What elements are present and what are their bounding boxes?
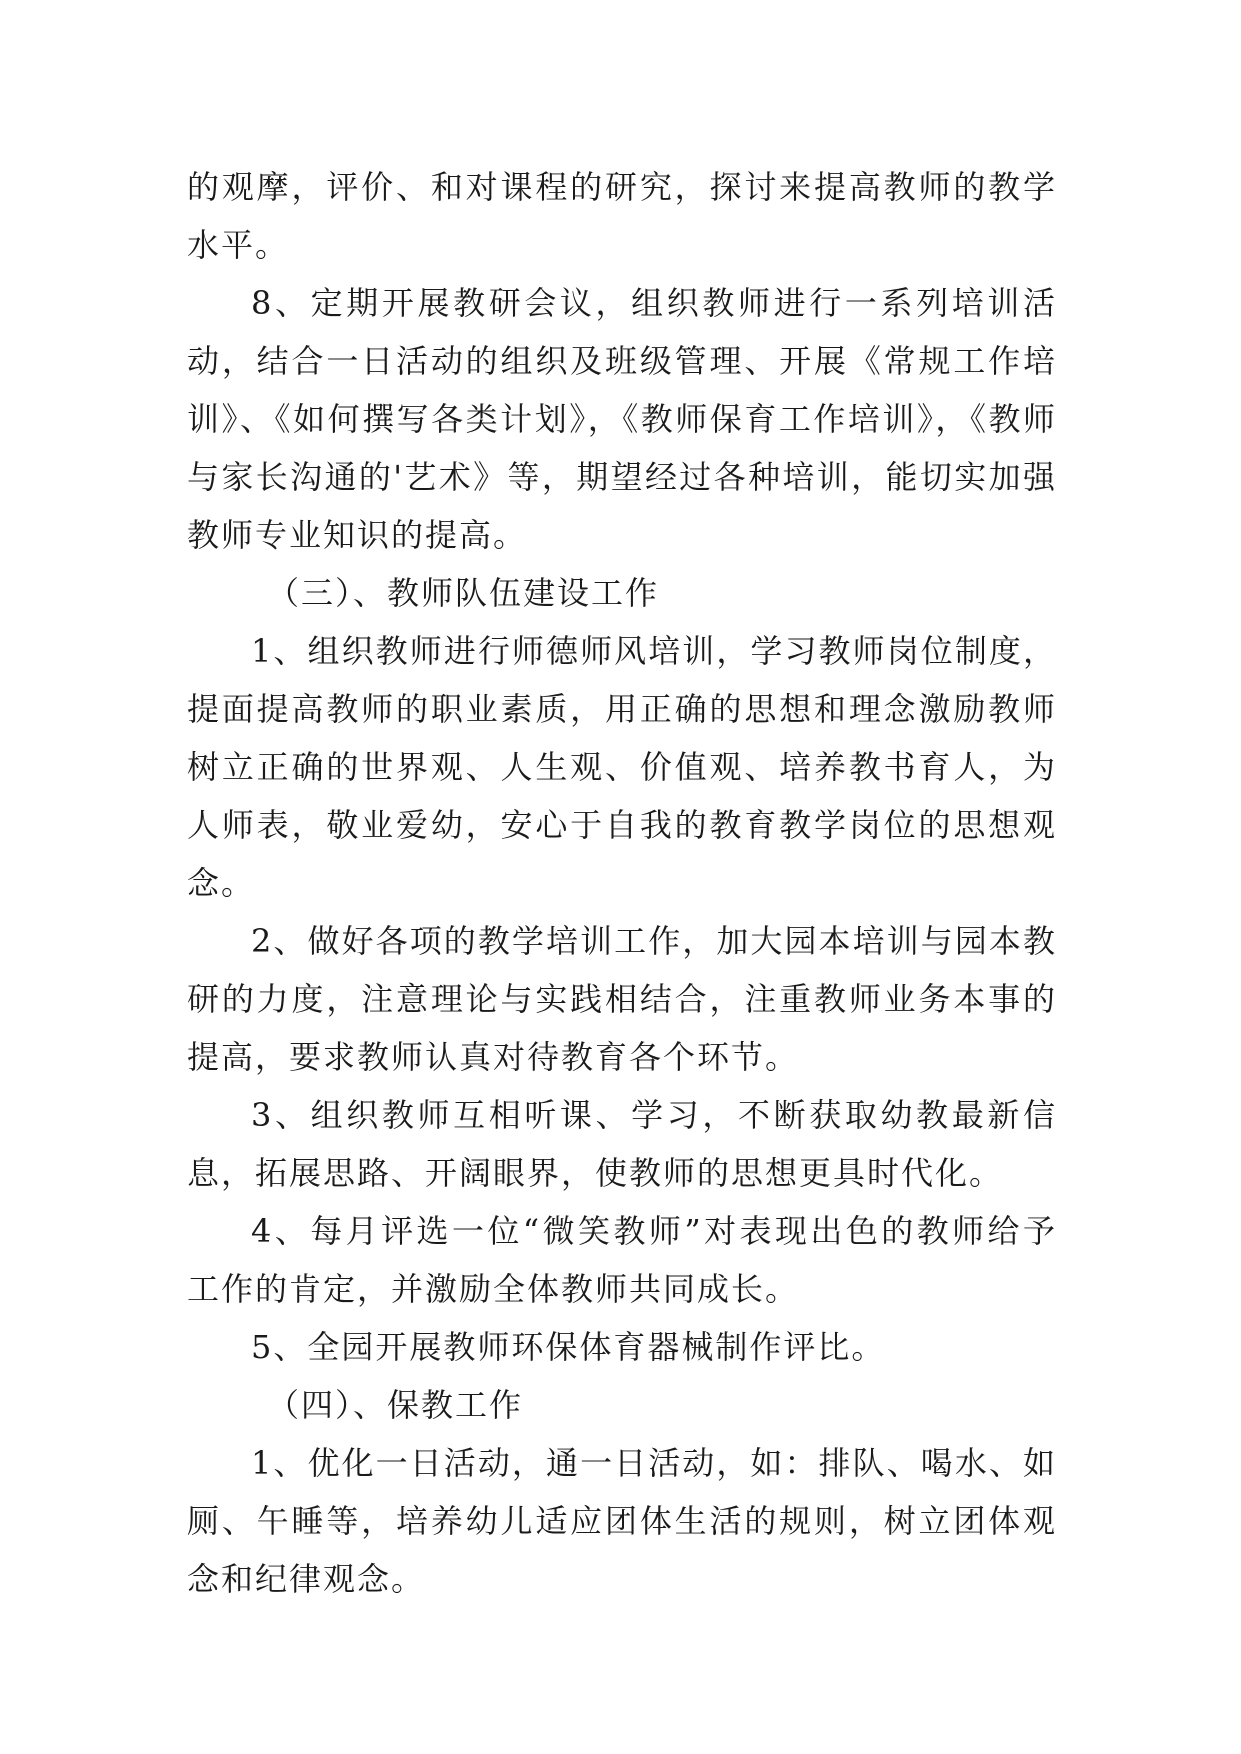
paragraph-item-1b: 1、优化一日活动，通一日活动，如：排队、喝水、如厕、午睡等，培养幼儿适应团体生活的规则，树立团体观念和纪律观念。	[187, 1444, 1057, 1598]
paragraph-item-5: 5、全园开展教师环保体育器械制作评比。	[251, 1328, 886, 1366]
paragraph-item-1: 1、组织教师进行师德师风培训，学习教师岗位制度，提面提高教师的职业素质，用正确的思想和理念激励教师树立正确的世界观、人生观、价值观、培养教书育人，为人师表，敬业爱幼，安心于自我的教育教学岗位的思想观念。	[187, 632, 1057, 902]
document-body	[187, 158, 1057, 1608]
paragraph-item-8: 8、定期开展教研会议，组织教师进行一系列培训活动，结合一日活动的组织及班级管理、开展《常规工作培训》、《如何撰写各类计划》，《教师保育工作培训》，《教师与家长沟通的'艺术》等，期望经过各种培训，能切实加强教师专业知识的提高。	[187, 284, 1057, 554]
paragraph-continued: 的观摩，评价、和对课程的研究，探讨来提高教师的教学水平。	[187, 168, 1057, 264]
section-heading-4: （四）、保教工作	[267, 1386, 524, 1424]
section-heading-3: （三）、教师队伍建设工作	[267, 574, 660, 612]
paragraph-item-3: 3、组织教师互相听课、学习，不断获取幼教最新信息，拓展思路、开阔眼界，使教师的思想更具时代化。	[187, 1096, 1057, 1192]
paragraph-item-4: 4、每月评选一位“微笑教师”对表现出色的教师给予工作的肯定，并激励全体教师共同成长。	[187, 1212, 1057, 1308]
paragraph-item-2: 2、做好各项的教学培训工作，加大园本培训与园本教研的力度，注意理论与实践相结合，注重教师业务本事的提高，要求教师认真对待教育各个环节。	[187, 922, 1057, 1076]
